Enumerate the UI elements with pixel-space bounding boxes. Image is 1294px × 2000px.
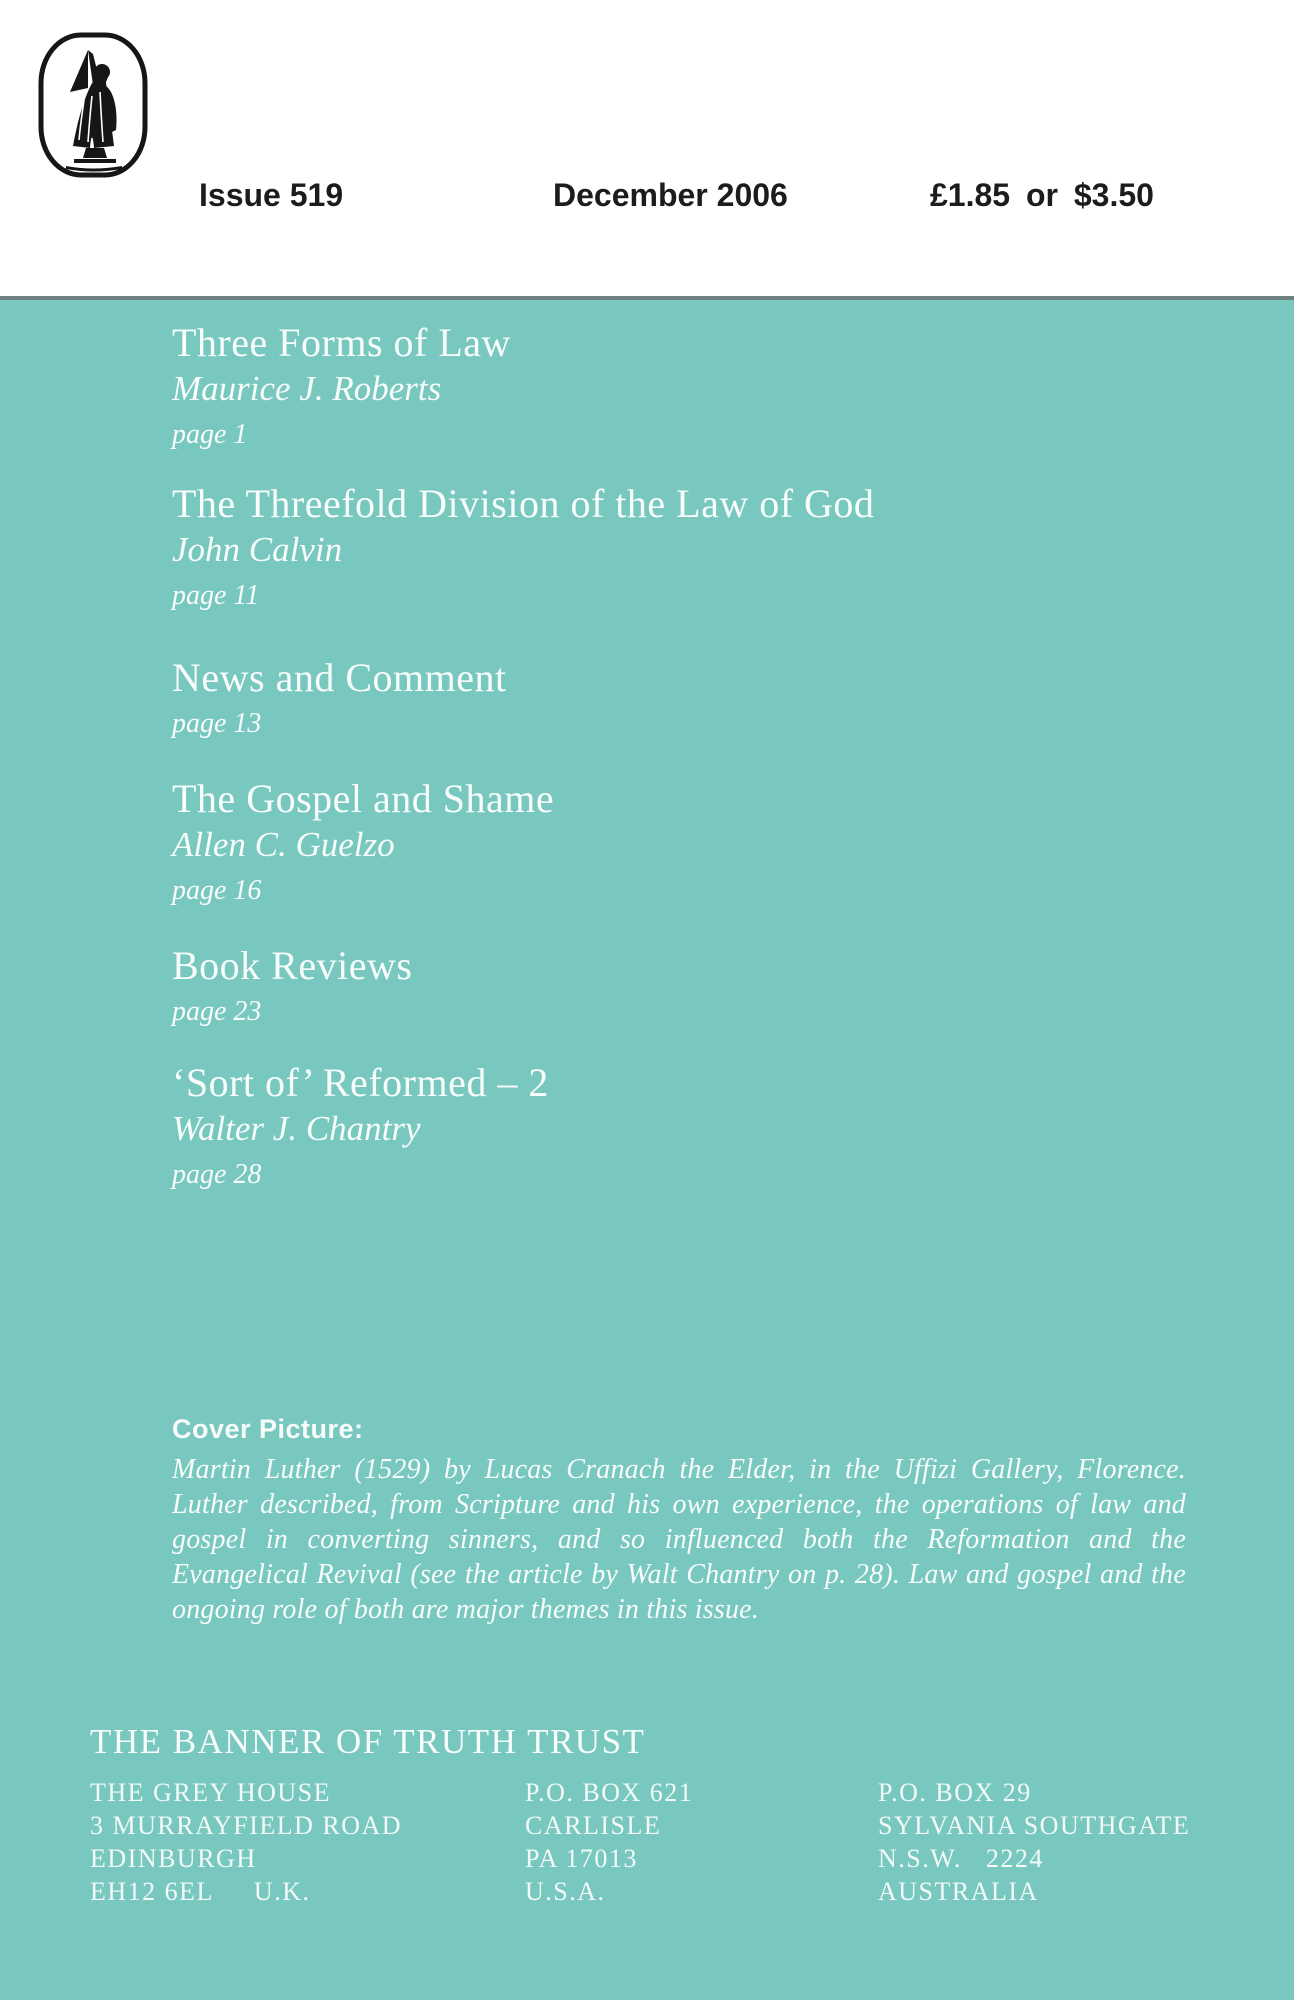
article-author: Walter J. Chantry: [172, 1109, 421, 1148]
issue-price: £1.85 or $3.50: [930, 177, 1154, 213]
preacher-emblem-icon: [36, 30, 150, 180]
article-page: page 28: [172, 1159, 262, 1190]
issue-date: December 2006: [553, 177, 788, 213]
article-title: News and Comment: [172, 655, 507, 700]
address-line: CARLISLE: [525, 1811, 662, 1840]
address-line: EH12 6EL U.K.: [90, 1877, 311, 1906]
publisher-address-uk: [90, 1776, 402, 1908]
toc-entry: [172, 320, 511, 450]
publisher-address-australia: [878, 1776, 1190, 1908]
issue-number: Issue 519: [199, 177, 344, 213]
toc-entry: [172, 943, 412, 1027]
publisher-name: THE BANNER OF TRUTH TRUST: [90, 1722, 646, 1761]
address-line: PA 17013: [525, 1844, 638, 1873]
article-author: Allen C. Guelzo: [172, 825, 395, 864]
article-page: page 13: [172, 708, 262, 739]
banner-of-truth-logo: [36, 30, 150, 180]
article-page: page 16: [172, 875, 262, 906]
address-line: AUSTRALIA: [878, 1877, 1039, 1906]
cover-picture-label: Cover Picture:: [172, 1414, 364, 1444]
address-line: P.O. BOX 621: [525, 1778, 694, 1807]
address-line: P.O. BOX 29: [878, 1778, 1032, 1807]
article-title: The Gospel and Shame: [172, 776, 555, 821]
address-line: N.S.W. 2224: [878, 1844, 1044, 1873]
article-page: page 11: [172, 580, 260, 611]
article-title: Three Forms of Law: [172, 320, 511, 365]
address-line: THE GREY HOUSE: [90, 1778, 332, 1807]
cover-picture-description: Martin Luther (1529) by Lucas Cranach the Elder, in the Uffizi Gallery, Florence. Luther described, from Scripture and his own experience, the operations of law and gospel in converting sinners, and so influenced both the Reformation and the Evangelical Revival (see the article by Walt Chantry on p. 28). Law and gospel and the ongoing role of both are major themes in this issue.: [172, 1454, 1186, 1625]
publisher-address-usa: [525, 1776, 693, 1908]
article-author: Maurice J. Roberts: [172, 369, 442, 408]
article-author: John Calvin: [172, 530, 343, 569]
address-line: 3 MURRAYFIELD ROAD: [90, 1811, 403, 1840]
toc-entry: [172, 655, 507, 739]
article-title: The Threefold Division of the Law of God: [172, 481, 875, 526]
article-title: Book Reviews: [172, 943, 413, 988]
article-title: ‘Sort of’ Reformed – 2: [172, 1060, 549, 1105]
article-page: page 23: [172, 996, 262, 1027]
cover-picture-caption: [172, 1414, 1186, 1627]
address-line: EDINBURGH: [90, 1844, 257, 1873]
masthead: [0, 0, 1294, 296]
toc-entry: [172, 481, 874, 611]
address-line: SYLVANIA SOUTHGATE: [878, 1811, 1191, 1840]
toc-entry: [172, 776, 554, 906]
article-page: page 1: [172, 419, 248, 450]
address-line: U.S.A.: [525, 1877, 606, 1906]
toc-entry: [172, 1060, 549, 1190]
